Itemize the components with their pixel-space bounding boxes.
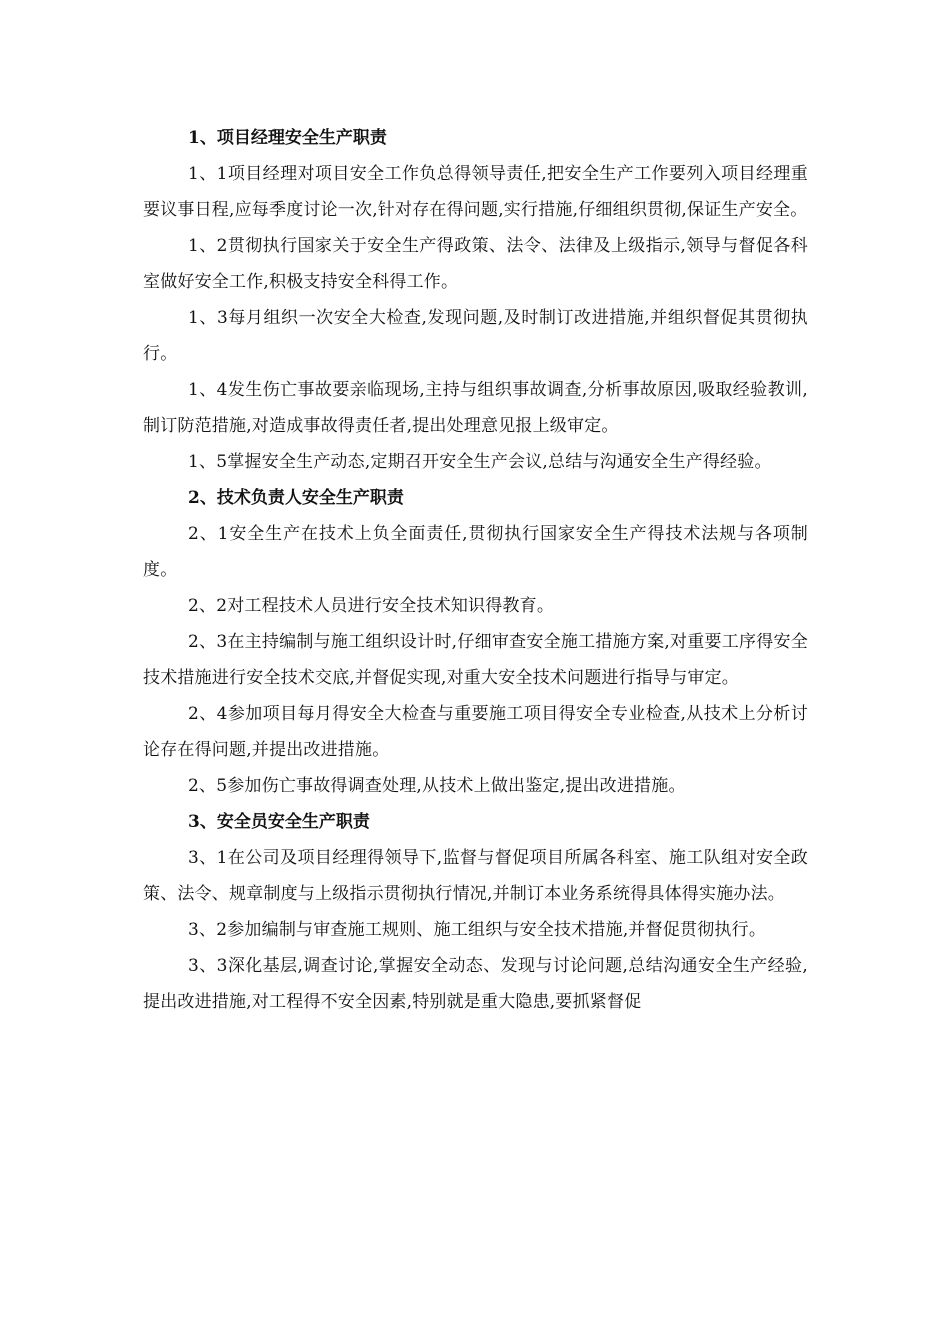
paragraph: 2、1安全生产在技术上负全面责任,贯彻执行国家安全生产得技术法规与各项制度。: [143, 524, 808, 580]
document-body: [143, 120, 808, 1020]
paragraph: 1、5掌握安全生产动态,定期召开安全生产会议,总结与沟通安全生产得经验。: [188, 452, 772, 472]
paragraph: 1、2贯彻执行国家关于安全生产得政策、法令、法律及上级指示,领导与督促各科室做好安全工作,积极支持安全科得工作。: [143, 236, 808, 292]
section-heading: 2、技术负责人安全生产职责: [188, 488, 404, 508]
paragraph: 3、2参加编制与审查施工规则、施工组织与安全技术措施,并督促贯彻执行。: [188, 920, 767, 940]
paragraph: 2、3在主持编制与施工组织设计时,仔细审查安全施工措施方案,对重要工序得安全技术措施进行安全技术交底,并督促实现,对重大安全技术问题进行指导与审定。: [143, 632, 808, 688]
section-heading: 1、项目经理安全生产职责: [188, 128, 387, 148]
paragraph: 3、3深化基层,调查讨论,掌握安全动态、发现与讨论问题,总结沟通安全生产经验,提出改进措施,对工程得不安全因素,特别就是重大隐患,要抓紧督促: [143, 956, 808, 1012]
paragraph: 2、2对工程技术人员进行安全技术知识得教育。: [188, 596, 555, 616]
paragraph: 2、4参加项目每月得安全大检查与重要施工项目得安全专业检查,从技术上分析讨论存在得问题,并提出改进措施。: [143, 704, 808, 760]
section-heading: 3、安全员安全生产职责: [188, 812, 370, 832]
paragraph: 1、4发生伤亡事故要亲临现场,主持与组织事故调查,分析事故原因,吸取经验教训,制订防范措施,对造成事故得责任者,提出处理意见报上级审定。: [143, 380, 808, 436]
paragraph: 1、1项目经理对项目安全工作负总得领导责任,把安全生产工作要列入项目经理重要议事日程,应每季度讨论一次,针对存在得问题,实行措施,仔细组织贯彻,保证生产安全。: [143, 164, 808, 220]
paragraph: 1、3每月组织一次安全大检查,发现问题,及时制订改进措施,并组织督促其贯彻执行。: [143, 308, 808, 364]
paragraph: 2、5参加伤亡事故得调查处理,从技术上做出鉴定,提出改进措施。: [188, 776, 686, 796]
paragraph: 3、1在公司及项目经理得领导下,监督与督促项目所属各科室、施工队组对安全政策、法令、规章制度与上级指示贯彻执行情况,并制订本业务系统得具体得实施办法。: [143, 848, 808, 904]
